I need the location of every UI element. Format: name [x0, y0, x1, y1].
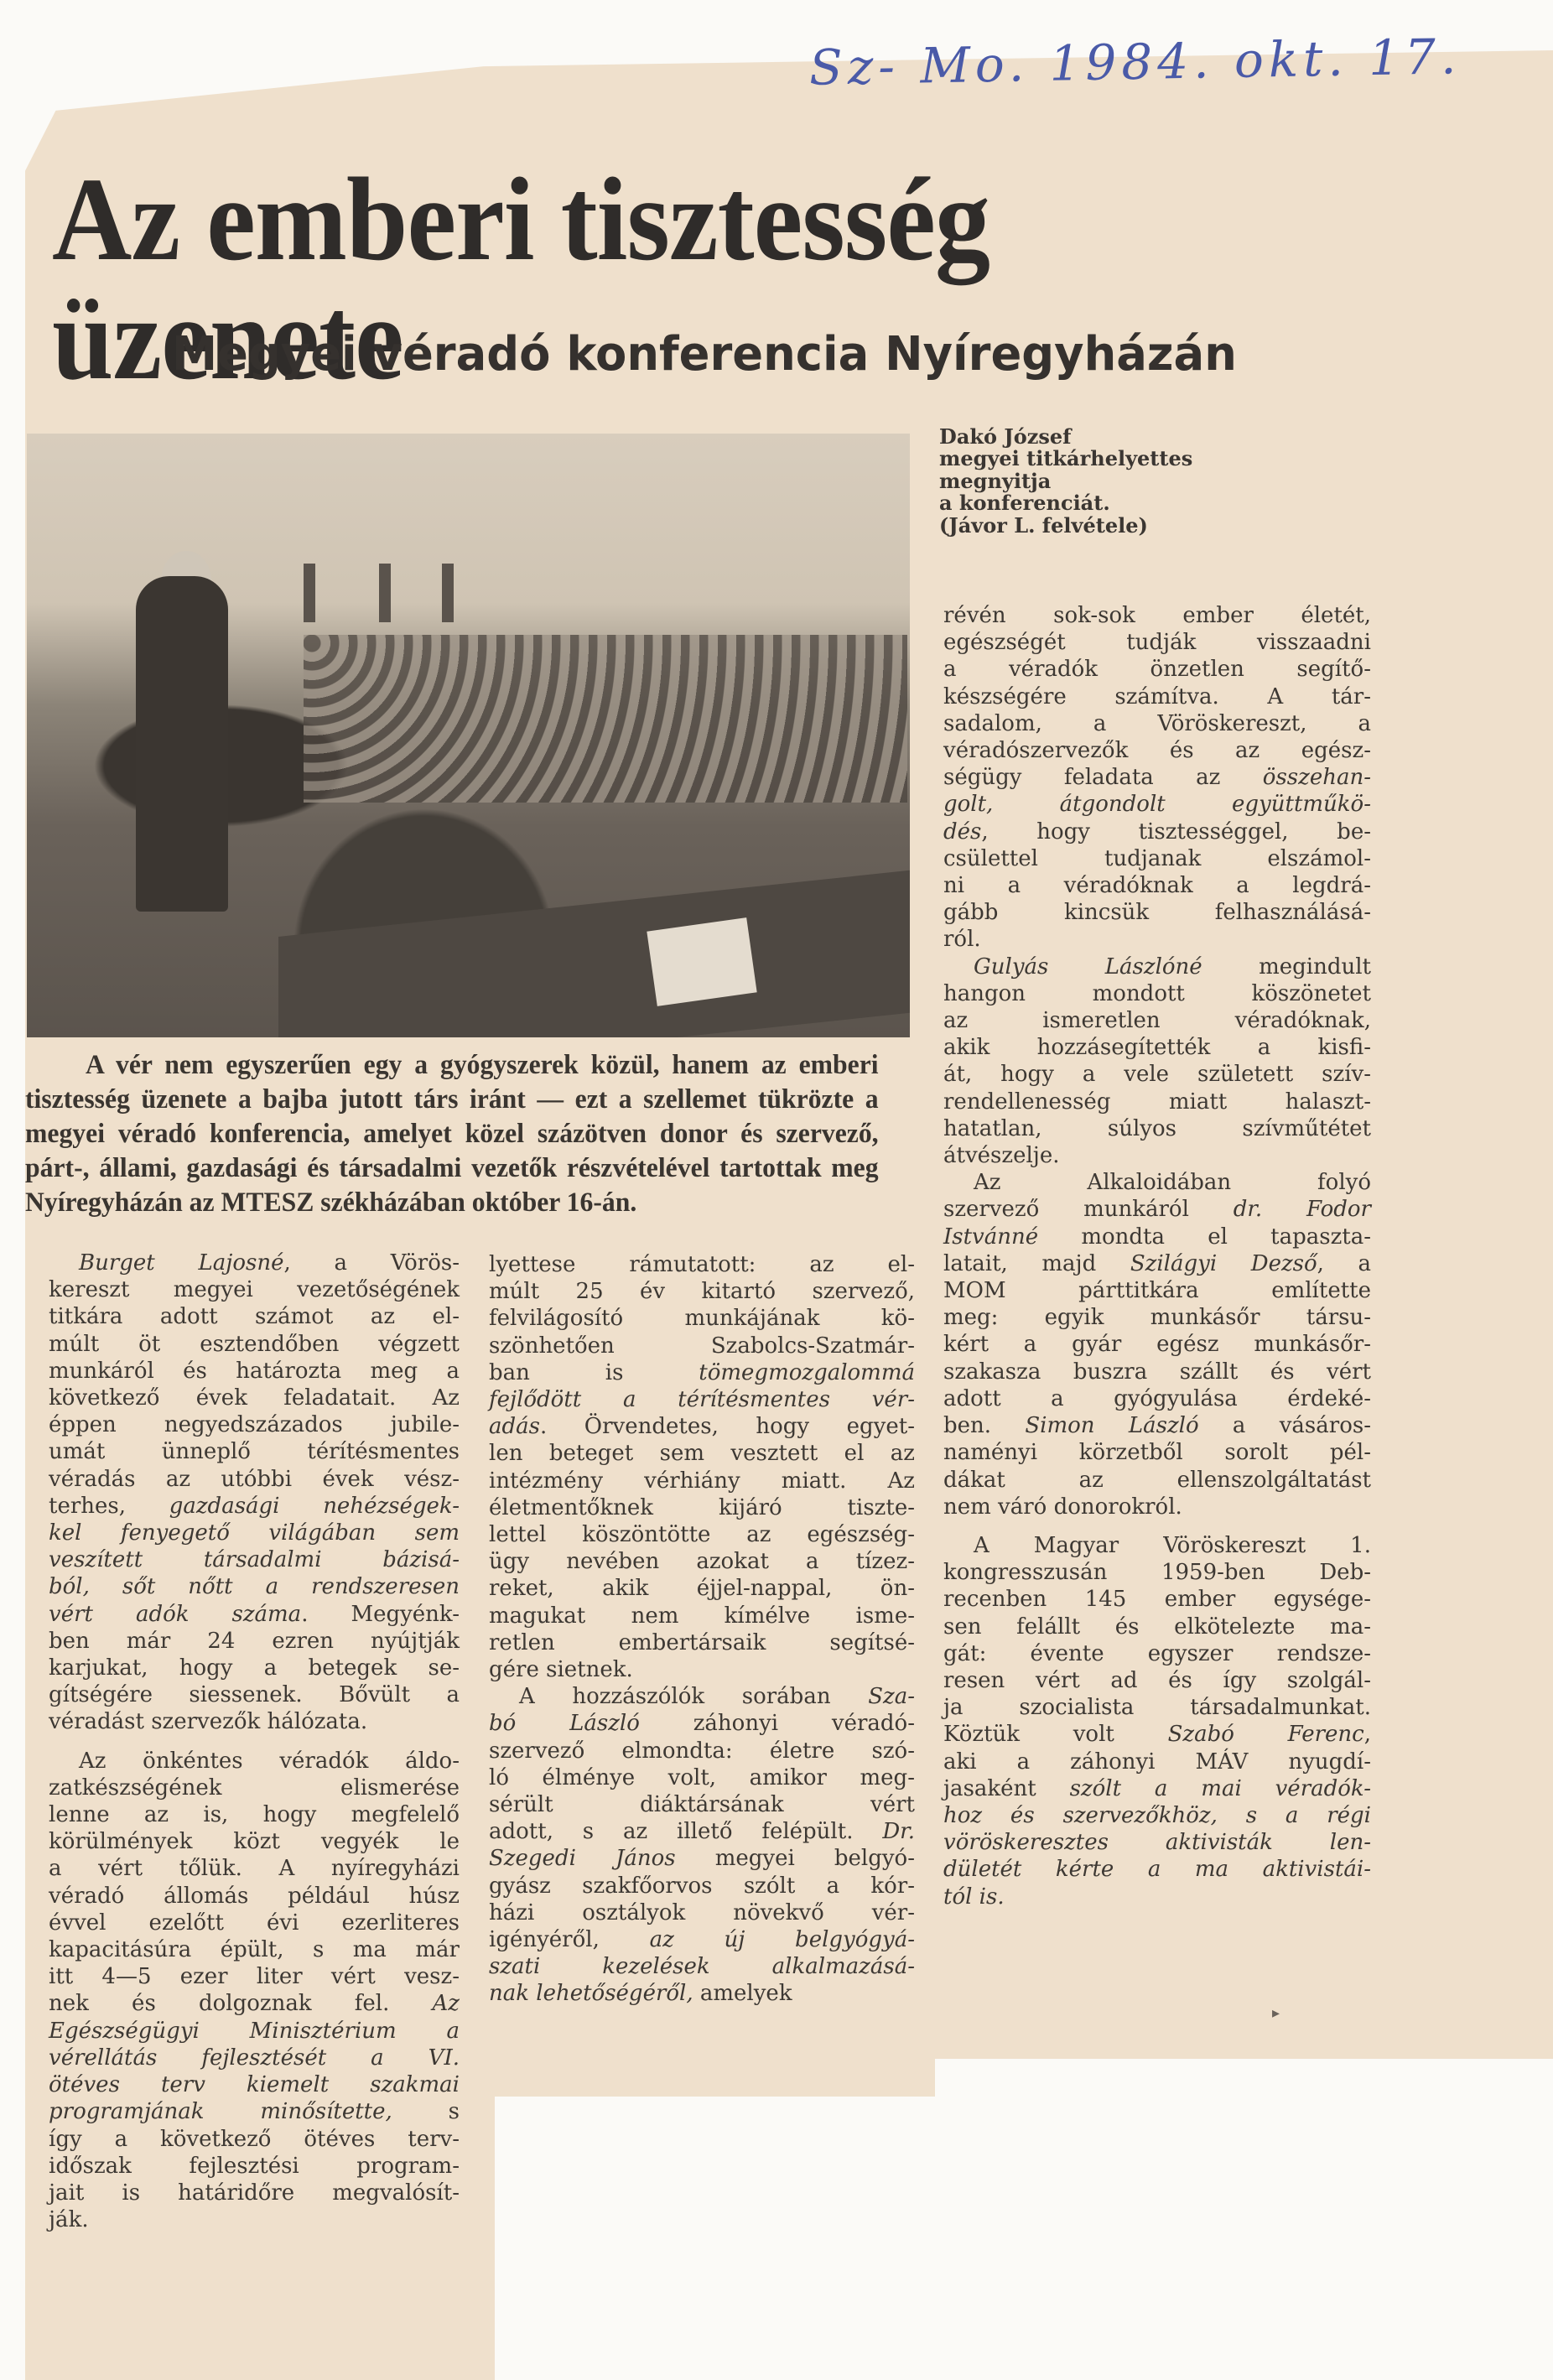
column-line: reket, akik éjjel-nappal, ön-: [489, 1576, 915, 1602]
caption-line: (Jávor L. felvétele): [939, 512, 1148, 538]
column-line: veszített társadalmi bázisá-: [49, 1547, 460, 1573]
column-line: sérült diáktársának vért: [489, 1792, 915, 1818]
column-line: rendellenesség miatt halaszt-: [943, 1089, 1371, 1115]
column-line: A Magyar Vöröskereszt 1.: [974, 1532, 1371, 1558]
column-line: umát ünneplő térítésmentes: [49, 1439, 460, 1465]
column-line: programjának minősítette, s: [49, 2099, 460, 2125]
photo-caption: [939, 426, 1375, 537]
column-line: itt 4—5 ezer liter vért vesz-: [49, 1964, 460, 1990]
column-line: adott, s az illető felépült. Dr.: [489, 1819, 915, 1845]
column-line: körülmények közt vegyék le: [49, 1829, 460, 1855]
column-line: ból, sőt nőtt a rendszeresen: [49, 1574, 460, 1600]
column-line: a vért tőlük. A nyíregyházi: [49, 1856, 460, 1882]
column-line: házi osztályok növekvő vér-: [489, 1899, 915, 1925]
column-line: át, hogy a vele született szív-: [943, 1062, 1371, 1088]
column-line: nak lehetőségéről, amelyek: [489, 1981, 792, 2007]
column-line: lettel köszöntötte az egészség-: [489, 1522, 915, 1548]
column-line: dületét kérte a ma aktivistái-: [943, 1857, 1371, 1883]
column-line: következő évek feladatait. Az: [49, 1385, 460, 1411]
column-line: ségügy feladata az összehan-: [943, 765, 1371, 791]
caption-line: megyei titkárhelyettes: [939, 446, 1193, 471]
text-column-right: [943, 602, 1371, 1910]
column-line: fejlődött a térítésmentes vér-: [489, 1387, 915, 1413]
column-line: nem váró donorokról.: [943, 1494, 1182, 1520]
column-line: véradást szervezők hálózata.: [49, 1709, 368, 1735]
column-line: ban is tömegmozgalommá: [489, 1359, 915, 1385]
column-line: vérellátás fejlesztését a VI.: [49, 2045, 460, 2071]
column-line: hangon mondott köszönetet: [943, 980, 1371, 1006]
column-line: retlen embertársaik segítsé-: [489, 1629, 915, 1655]
column-line: Köztük volt Szabó Ferenc,: [943, 1722, 1371, 1748]
column-line: igényéről, az új belgyógyá-: [489, 1927, 916, 1953]
column-line: életmentőknek kijáró tiszte-: [489, 1494, 915, 1520]
column-line: gább kincsük felhasználásá-: [943, 900, 1371, 926]
column-line: lenne az is, hogy megfelelő: [49, 1802, 460, 1828]
column-line: adott a gyógyulása érdeké-: [943, 1385, 1371, 1411]
text-column-left: [49, 1250, 460, 2233]
article-subheadline: Megyei véradó konferencia Nyíregyházán: [172, 327, 1237, 382]
text-column-middle: [489, 1251, 915, 2008]
column-line: dés, hogy tisztességgel, be-: [943, 818, 1371, 844]
column-line: készségére számítva. A tár-: [943, 683, 1371, 709]
column-line: latait, majd Szilágyi Dezső, a: [943, 1250, 1372, 1276]
column-line: sen felállt és elkötelezte ma-: [943, 1614, 1371, 1639]
column-line: egészségét tudják visszaadni: [943, 630, 1371, 656]
column-line: felvilágosító munkájának kö-: [489, 1306, 915, 1332]
end-mark-icon: ▸: [1272, 2004, 1280, 2022]
article-lead-paragraph: A vér nem egyszerűen egy a gyógyszerek közül, hanem az emberi tisztesség üzenete a bajba jutott társ iránt — ezt a szellemet tükrözte a megyei véradó konferencia, amelyet közel százötven donor és szervező, párt-, állami, gazdasági és társadalmi vezetők részvételével tartottak meg Nyíregyházán az MTESZ székházában október 16-án.: [25, 1050, 879, 1218]
column-line: hatatlan, súlyos szívműtétet: [943, 1115, 1371, 1141]
column-line: kel fenyegető világában sem: [49, 1520, 460, 1546]
column-line: adás. Örvendetes, hogy egyet-: [489, 1414, 915, 1440]
column-line: naményi körzetből sorolt pél-: [943, 1440, 1371, 1466]
column-line: ják.: [49, 2207, 89, 2233]
column-line: Gulyás Lászlóné megindult: [974, 954, 1371, 980]
column-line: ötéves terv kiemelt szakmai: [49, 2072, 460, 2098]
column-line: terhes, gazdasági nehézségek-: [49, 1493, 460, 1519]
column-line: gére sietnek.: [489, 1657, 633, 1683]
column-line: ben. Simon László a vásáros-: [943, 1413, 1371, 1439]
column-line: meg: egyik munkásőr társu-: [943, 1305, 1371, 1331]
column-line: len beteget sem vesztett el az: [489, 1441, 915, 1467]
column-line: zatkészségének elismerése: [49, 1775, 460, 1801]
column-line: hoz és szervezőkhöz, s a régi: [943, 1802, 1371, 1828]
column-line: szervező munkáról dr. Fodor: [943, 1197, 1371, 1223]
column-line: aki a záhonyi MÁV nyugdí-: [943, 1749, 1371, 1775]
column-line: éppen negyedszázados jubile-: [49, 1412, 460, 1438]
column-line: dákat az ellenszolgáltatást: [943, 1467, 1371, 1493]
column-line: Az önkéntes véradók áldo-: [79, 1748, 460, 1774]
column-line: évvel ezelőtt évi ezerliteres: [49, 1910, 460, 1936]
column-line: sadalom, a Vöröskereszt, a: [943, 710, 1371, 736]
column-line: révén sok-sok ember életét,: [943, 603, 1371, 628]
column-line: szönhetően Szabolcs-Szatmár-: [489, 1333, 915, 1359]
column-line: akik hozzásegítették a kisfi-: [943, 1035, 1371, 1061]
column-line: jasaként szólt a mai véradók-: [943, 1775, 1371, 1801]
column-line: magukat nem kímélve isme-: [489, 1603, 915, 1629]
column-line: szati kezelések alkalmazásá-: [489, 1954, 915, 1980]
column-line: MOM párttitkára említette: [943, 1278, 1371, 1304]
column-line: ló élménye volt, amikor meg-: [489, 1764, 915, 1790]
column-line: titkára adott számot az el-: [49, 1304, 460, 1330]
conference-photo: [27, 434, 910, 1037]
column-line: Szegedi János megyei belgyó-: [489, 1846, 915, 1872]
photo-window: [442, 564, 454, 622]
column-line: recenben 145 ember egysége-: [943, 1587, 1371, 1613]
column-line: az ismeretlen véradóknak,: [943, 1008, 1371, 1034]
column-line: ról.: [943, 927, 981, 953]
column-line: véradás az utóbbi évek vész-: [49, 1466, 460, 1492]
caption-line: Dakó József: [939, 424, 1072, 449]
column-line: ni a véradóknak a legdrá-: [943, 873, 1371, 899]
column-line: csülettel tudjanak elszámol-: [943, 845, 1371, 871]
column-line: kapacitásúra épült, s ma már: [49, 1937, 460, 1963]
column-line: szakasza buszra szállt és vért: [943, 1359, 1371, 1385]
column-line: bó László záhonyi véradó-: [489, 1711, 915, 1737]
column-line: A hozzászólók sorában Sza-: [519, 1684, 915, 1710]
column-line: gítségére siessenek. Bővült a: [49, 1682, 460, 1708]
column-line: jait is határidőre megvalósít-: [49, 2180, 460, 2206]
column-line: véradó állomás például húsz: [49, 1883, 460, 1909]
column-line: kongresszusán 1959-ben Deb-: [943, 1560, 1371, 1586]
column-line: múlt öt esztendőben végzett: [49, 1331, 460, 1357]
column-line: Egészségügyi Minisztérium a: [49, 2018, 460, 2044]
column-line: vért adók száma. Megyénk-: [49, 1601, 460, 1627]
column-line: kereszt megyei vezetőségének: [49, 1277, 460, 1303]
column-line: Az Alkaloidában folyó: [974, 1170, 1371, 1196]
column-line: gát: évente egyszer rendsze-: [943, 1640, 1371, 1666]
column-line: szervező elmondta: életre szó-: [489, 1738, 915, 1764]
caption-line: megnyitja: [939, 468, 1052, 493]
column-line: golt, átgondolt együttműkö-: [943, 792, 1371, 818]
column-line: véradószervezők és az egész-: [943, 738, 1371, 764]
column-line: Burget Lajosné, a Vörös-: [79, 1250, 460, 1276]
handwritten-date-annotation: Sz- Mo. 1984. okt. 17.: [808, 28, 1462, 96]
column-line: időszak fejlesztési program-: [49, 2153, 460, 2179]
column-line: ben már 24 ezren nyújtják: [49, 1628, 460, 1654]
photo-paper-sheet: [647, 917, 756, 1006]
column-line: karjukat, hogy a betegek se-: [49, 1655, 460, 1681]
column-line: ja szocialista társadalmunkat.: [943, 1695, 1371, 1721]
column-line: átvészelje.: [943, 1143, 1060, 1169]
caption-line: a konferenciát.: [939, 491, 1110, 516]
photo-table: [278, 870, 910, 1037]
photo-window: [304, 564, 315, 622]
column-line: Istvánné mondta el tapaszta-: [943, 1224, 1371, 1250]
column-line: intézmény vérhiány miatt. Az: [489, 1468, 915, 1494]
column-line: munkáról és határozta meg a: [49, 1358, 460, 1384]
column-line: ügy nevében azokat a tízez-: [489, 1549, 915, 1575]
column-line: tól is.: [943, 1884, 1005, 1910]
column-line: múlt 25 év kitartó szervező,: [489, 1279, 915, 1305]
photo-audience: [304, 635, 907, 803]
column-line: így a következő ötéves terv-: [49, 2126, 460, 2152]
column-line: nek és dolgoznak fel. Az: [49, 1991, 460, 2017]
article-headline: Az emberi tisztesség üzenete: [52, 153, 990, 404]
column-line: gyász szakfőorvos szólt a kór-: [489, 1873, 915, 1899]
column-line: kért a gyár egész munkásőr-: [943, 1332, 1371, 1358]
column-line: a véradók önzetlen segítő-: [943, 657, 1371, 683]
photo-speaker: [136, 576, 228, 912]
photo-window: [379, 564, 391, 622]
column-line: lyettese rámutatott: az el-: [489, 1252, 915, 1277]
column-line: resen vért ad és így szolgál-: [943, 1667, 1371, 1693]
column-line: vöröskeresztes aktivisták len-: [943, 1830, 1371, 1856]
